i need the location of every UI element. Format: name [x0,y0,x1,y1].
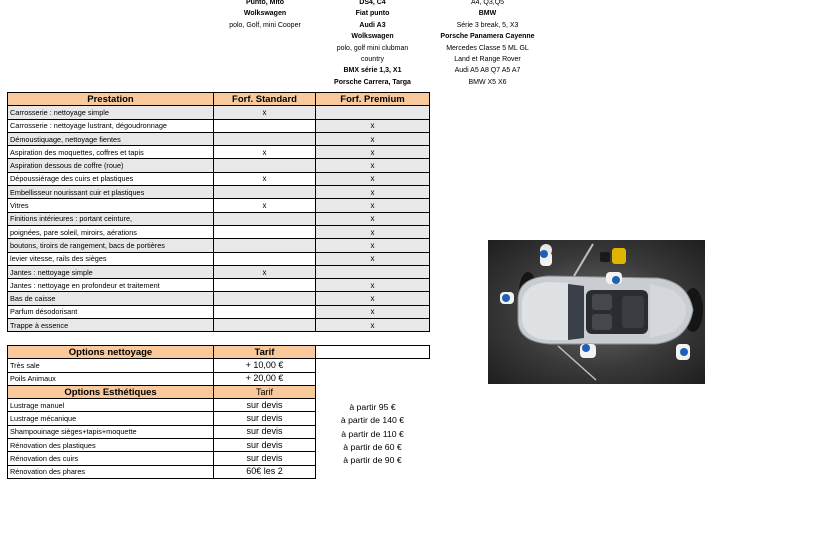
car-model: polo, Golf, mini Cooper [229,21,301,29]
header-prestation: Prestation [8,93,214,106]
premium-mark: x [316,172,430,185]
car-model: Fiat punto [355,10,390,18]
car-model: Série 3 break, 5, X3 [456,21,519,29]
price-text: à partir de 90 € [343,455,402,466]
car-models-column-2 [320,0,425,88]
tarif-header: Tarif [214,346,316,359]
price-text: à partir de 140 € [340,415,405,426]
car-model: Audi A3 [359,21,386,29]
prestation-label: Trappe à essence [8,319,214,332]
prestation-label: Embellisseur nourissant cuir et plastiques [8,186,214,199]
table-row [8,292,430,305]
table-row [8,225,430,238]
car-model: Wolkswagen [351,33,394,41]
premium-mark: x [316,279,430,292]
table-row [8,319,430,332]
empty-cell [316,359,430,372]
esthetique-tarif-header: Tarif [214,385,316,398]
standard-mark [214,212,316,225]
options-esthetique-header: Options Esthétiques [8,385,214,398]
prestation-label: Parfum désodorisant [8,305,214,318]
header-standard: Forf. Standard [214,93,316,106]
prestation-label: Finitions intérieures : portant ceinture, [8,212,214,225]
car-model: Land et Range Rover [454,56,521,64]
price-text: à partir de 110 € [341,428,404,439]
table-row [8,106,430,119]
car-model: country [361,56,384,64]
option-tarif: 60€ les 2 [214,465,316,478]
table-row [8,172,430,185]
premium-mark [316,265,430,278]
premium-mark: x [316,199,430,212]
premium-mark: x [316,186,430,199]
prestation-label: Vitres [8,199,214,212]
prestation-label: boutons, tiroirs de rangement, bacs de portières [8,239,214,252]
car-model: BMW [478,10,497,18]
premium-mark: x [316,319,430,332]
option-label: Lustrage mécanique [8,412,214,425]
table-row [8,186,430,199]
standard-mark: x [214,172,316,185]
option-label: Rénovation des cuirs [8,452,214,465]
car-models-column-3 [430,0,545,88]
options-esthetique-header-row [8,385,430,398]
prestation-label: Jantes : nettoyage simple [8,265,214,278]
premium-mark: x [316,119,430,132]
premium-mark: x [316,252,430,265]
car-models-column-1 [215,0,315,31]
car-illustration-icon [488,240,705,384]
price-text: à partir de 60 € [343,441,402,452]
empty-cell [316,372,430,385]
car-model: Porsche Panamera Cayenne [440,33,535,41]
premium-mark: x [316,225,430,238]
option-label: Poils Animaux [8,372,214,385]
table-row [8,132,430,145]
prestation-label: Dépoussiérage des cuirs et plastiques [8,172,214,185]
standard-mark [214,252,316,265]
table-row [8,359,430,372]
option-tarif: + 20,00 € [214,372,316,385]
premium-mark: x [316,292,430,305]
car-model: BMW X5 X6 [468,78,507,86]
premium-mark [316,106,430,119]
option-tarif: sur devis [214,412,316,425]
car-model: Punto, Mito [245,0,285,6]
table-row [8,119,430,132]
prestation-label: poignées, pare soleil, miroirs, aérations [8,225,214,238]
empty-cell [316,385,430,398]
prestation-label: Jantes : nettoyage en profondeur et traitement [8,279,214,292]
price-text: à partir 95 € [349,402,396,412]
prestation-label: Bas de caisse [8,292,214,305]
car-cleaning-photo [488,240,705,384]
standard-mark [214,186,316,199]
premium-mark: x [316,239,430,252]
price-list [320,401,425,467]
standard-mark [214,319,316,332]
car-model: Porsche Carrera, Targa [334,78,411,86]
table-row [8,159,430,172]
premium-mark: x [316,159,430,172]
table-row [8,279,430,292]
prestation-label: Aspiration des moquettes, coffres et tapis [8,146,214,159]
standard-mark [214,159,316,172]
car-model: A4, Q3,Q5 [470,0,505,6]
standard-mark: x [214,265,316,278]
premium-mark: x [316,305,430,318]
options-nettoyage-header: Options nettoyage [8,346,214,359]
option-tarif: sur devis [214,425,316,438]
table-row [8,239,430,252]
car-model: Mercedes Classe 5 ML GL [446,44,529,52]
option-label: Shampouinage sièges+tapis+moquette [8,425,214,438]
premium-mark: x [316,212,430,225]
option-label: Rénovation des phares [8,465,214,478]
option-label: Très sale [8,359,214,372]
standard-mark [214,239,316,252]
table-row [8,265,430,278]
standard-mark [214,279,316,292]
standard-mark [214,305,316,318]
table-header-row [8,93,430,106]
premium-mark: x [316,132,430,145]
prestation-label: levier vitesse, rails des sièges [8,252,214,265]
car-model: DS4, C4 [359,0,386,6]
standard-mark [214,292,316,305]
table-row [8,372,430,385]
car-model: polo, golf mini clubman [336,44,409,52]
empty-cell [316,346,430,359]
header-premium: Forf. Premium [316,93,430,106]
car-model: Audi A5 A8 Q7 A5 A7 [454,67,521,75]
table-row [8,252,430,265]
car-model: BMX série 1,3, X1 [343,67,402,75]
prestation-label: Aspiration dessous de coffre (roue) [8,159,214,172]
standard-mark: x [214,106,316,119]
prestation-label: Carrosserie : nettoyage lustrant, dégoudronnage [8,119,214,132]
standard-mark [214,132,316,145]
option-label: Rénovation des plastiques [8,439,214,452]
standard-mark: x [214,199,316,212]
table-row [8,146,430,159]
standard-mark [214,119,316,132]
prestation-rows [8,106,430,332]
premium-mark: x [316,146,430,159]
table-row [8,212,430,225]
prestation-label: Carrosserie : nettoyage simple [8,106,214,119]
option-tarif: sur devis [214,399,316,412]
options-header-row [8,346,430,359]
option-tarif: + 10,00 € [214,359,316,372]
prestation-table [7,92,430,332]
table-row [8,305,430,318]
option-label: Lustrage manuel [8,399,214,412]
option-tarif: sur devis [214,452,316,465]
car-model: Wolkswagen [243,10,287,18]
standard-mark: x [214,146,316,159]
standard-mark [214,225,316,238]
prestation-label: Démoustiquage, nettoyage fientes [8,132,214,145]
option-tarif: sur devis [214,439,316,452]
table-row [8,199,430,212]
